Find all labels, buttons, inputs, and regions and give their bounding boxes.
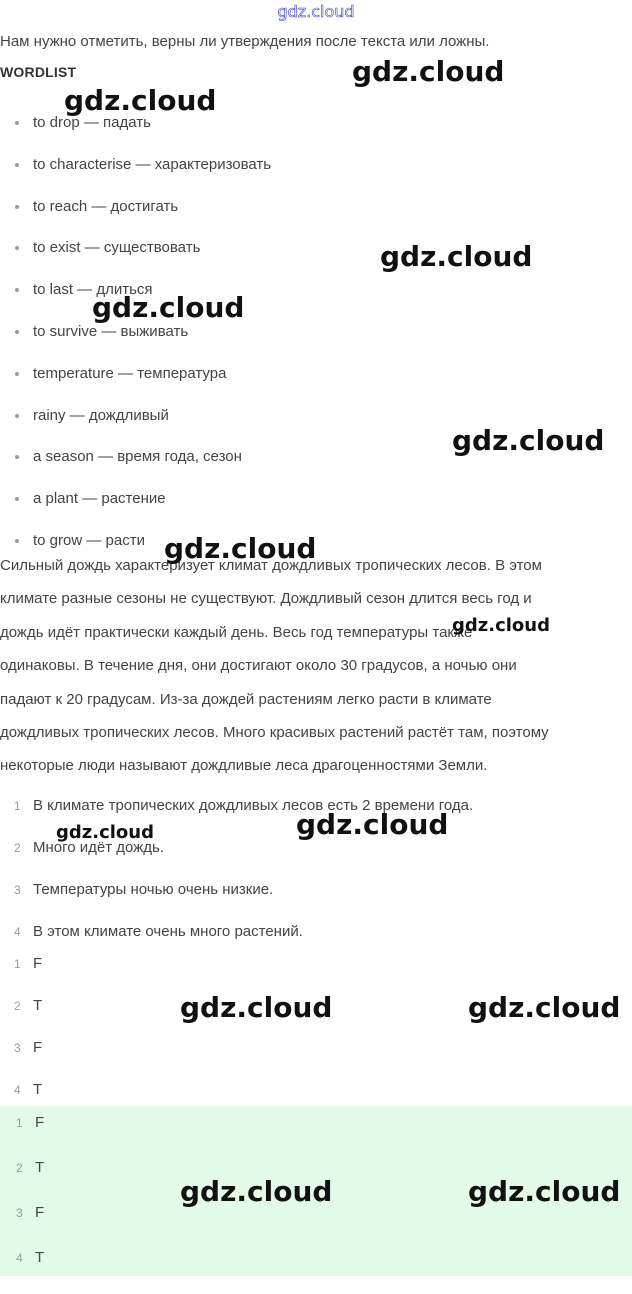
bullet-icon	[15, 414, 19, 418]
site-logo[interactable]: gdz.cloud	[277, 2, 355, 21]
statement-item: 2 Много идёт дождь.	[14, 839, 164, 856]
statement-item: 1 В климате тропических дождливых лесов есть 2 времени года.	[14, 797, 474, 814]
bullet-icon	[15, 246, 19, 250]
bullet-icon	[15, 372, 19, 376]
wordlist-item: to reach — достигать	[0, 198, 271, 240]
wordlist-item: a season — время года, сезон	[0, 448, 271, 490]
answer-item: 4 T	[16, 1249, 45, 1266]
item-number: 2	[14, 999, 21, 1013]
passage-line: дождливых тропических лесов. Много красивых растений растёт там, поэтому	[0, 723, 549, 741]
watermark: gdz.cloud	[352, 55, 505, 88]
wordlist-item: temperature — температура	[0, 365, 271, 407]
item-number: 3	[16, 1206, 23, 1220]
wordlist-item: to grow — расти	[0, 532, 271, 574]
item-number: 4	[14, 1083, 21, 1097]
watermark: gdz.cloud	[164, 532, 317, 565]
wordlist-item: to exist — существовать	[0, 239, 271, 281]
answer-item: 3 F	[16, 1204, 45, 1221]
bullet-icon	[15, 205, 19, 209]
item-number: 2	[16, 1161, 23, 1175]
item-number: 4	[14, 925, 21, 939]
wordlist-item: to characterise — характеризовать	[0, 156, 271, 198]
statement-item: 3 Температуры ночью очень низкие.	[14, 881, 274, 898]
bullet-icon	[15, 539, 19, 543]
wordlist-item: rainy — дождливый	[0, 407, 271, 449]
bullet-icon	[15, 330, 19, 334]
watermark: gdz.cloud	[468, 1175, 621, 1208]
watermark: gdz.cloud	[180, 991, 333, 1024]
bullet-icon	[15, 455, 19, 459]
bullet-icon	[15, 163, 19, 167]
passage-line: некоторые люди называют дождливые леса драгоценностями Земли.	[0, 757, 488, 775]
watermark: gdz.cloud	[92, 291, 245, 324]
answer-item: 1 F	[16, 1114, 45, 1131]
wordlist-heading: WORDLIST	[0, 64, 77, 80]
item-number: 3	[14, 883, 21, 897]
watermark: gdz.cloud	[452, 424, 605, 457]
passage-line: одинаковы. В течение дня, они достигают около 30 градусов, а ночью они	[0, 657, 517, 675]
item-number: 1	[16, 1116, 23, 1130]
answers-list	[0, 955, 42, 1123]
passage-line: падают к 20 градусам. Из-за дождей растениям легко расти в климате	[0, 690, 492, 708]
highlighted-answers-list	[0, 1114, 44, 1294]
wordlist-item: to last — длиться	[0, 281, 271, 323]
bullet-icon	[15, 497, 19, 501]
passage-line: Сильный дождь характеризует климат дождливых тропических лесов. В этом	[0, 557, 542, 574]
wordlist	[0, 114, 271, 574]
statement-item: 4 В этом климате очень много растений.	[14, 923, 303, 940]
watermark: gdz.cloud	[380, 240, 533, 273]
passage-line: климате разные сезоны не существуют. Дождливый сезон длится весь год и	[0, 590, 532, 608]
passage-line: дождь идёт практически каждый день. Весь год температуры также	[0, 623, 473, 641]
watermark: gdz.cloud	[296, 808, 449, 841]
answer-item: 2 T	[14, 997, 43, 1014]
intro-text: Нам нужно отметить, верны ли утверждения после текста или ложны.	[0, 33, 490, 50]
watermark: gdz.cloud	[468, 991, 621, 1024]
bullet-icon	[15, 288, 19, 292]
passage-text	[0, 557, 632, 791]
watermark: gdz.cloud	[452, 615, 550, 636]
watermark: gdz.cloud	[180, 1175, 333, 1208]
answer-item: 2 T	[16, 1159, 45, 1176]
answer-item: 4 T	[14, 1081, 43, 1098]
answer-item: 1 F	[14, 955, 43, 972]
bullet-icon	[15, 121, 19, 125]
item-number: 2	[14, 841, 21, 855]
item-number: 1	[14, 799, 21, 813]
wordlist-item: to survive — выживать	[0, 323, 271, 365]
watermark: gdz.cloud	[64, 84, 217, 117]
watermark: gdz.cloud	[56, 822, 154, 843]
wordlist-item: to drop — падать	[0, 114, 271, 156]
answer-item: 3 F	[14, 1039, 43, 1056]
item-number: 1	[14, 957, 21, 971]
item-number: 4	[16, 1251, 23, 1265]
item-number: 3	[14, 1041, 21, 1055]
wordlist-item: a plant — растение	[0, 490, 271, 532]
